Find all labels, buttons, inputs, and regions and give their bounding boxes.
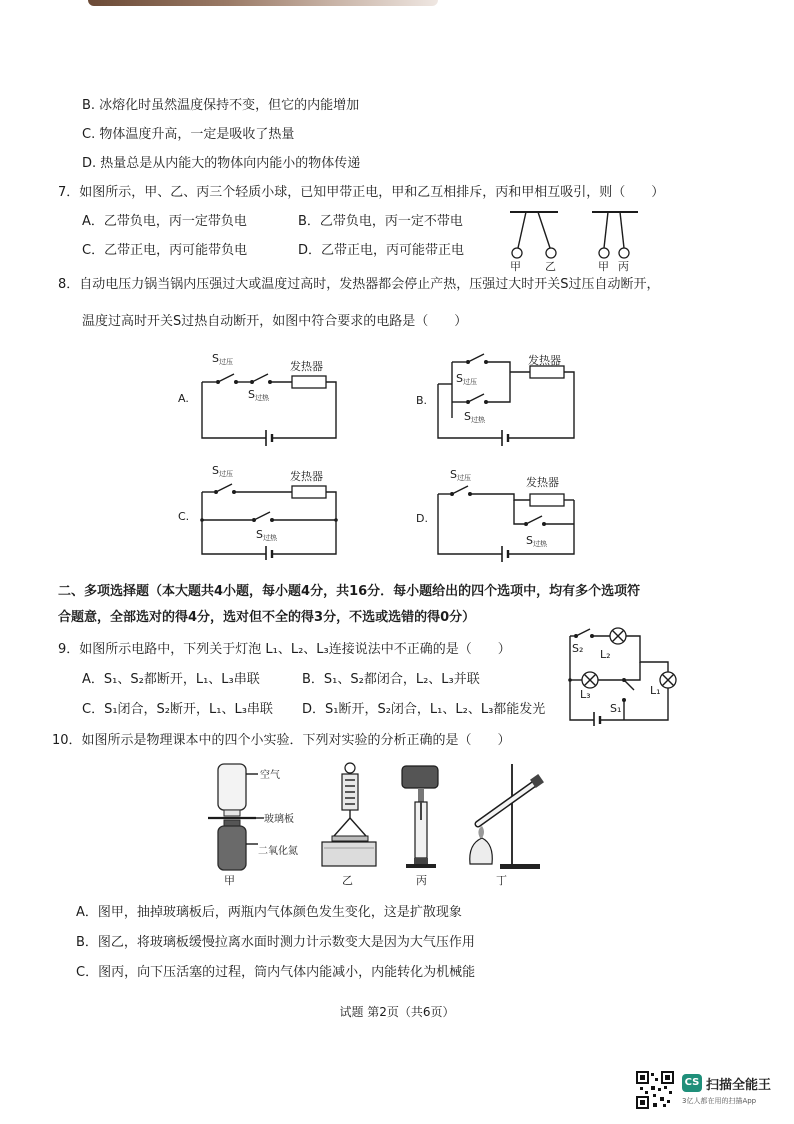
q9-label-s1: S₁: [610, 702, 622, 715]
q7-balls-diagram: [500, 204, 650, 272]
svg-text:S过压: S过压: [212, 352, 233, 366]
q10-figure-yi: [316, 760, 380, 886]
svg-text:S过热: S过热: [464, 410, 485, 424]
q9-circuit-diagram: [560, 626, 688, 726]
q8-stem-line1: 8．自动电压力锅当锅内压强过大或温度过高时，发热器都会停止产热，压强过大时开关S过压自动断开，: [58, 277, 660, 292]
circuit-d-label: D.: [416, 512, 428, 525]
q9-label-s2: S₂: [572, 642, 584, 655]
svg-text:S过热: S过热: [256, 528, 277, 542]
q10-stem: 10．如图所示是物理课本中的四个小实验．下列对实验的分析正确的是（ ）: [52, 733, 511, 748]
section-2-heading-line2: 合题意，全部选对的得4分，选对但不全的得3分，不选或选错的得0分）: [58, 610, 476, 625]
q10-figure-jia: [200, 760, 310, 886]
camscanner-slogan: 3亿人都在用的扫描App: [682, 1097, 757, 1105]
caption-yi: 乙: [342, 874, 353, 886]
label-air: 空气: [260, 770, 280, 781]
q6-option-c: C. 物体温度升高，一定是吸收了热量: [82, 127, 295, 142]
q7-stem: 7．如图所示，甲、乙、丙三个轻质小球，已知甲带正电，甲和乙互相排斥，丙和甲相互吸引，则（ ）: [58, 185, 665, 200]
qr-code-icon: [636, 1071, 674, 1109]
svg-text:S过热: S过热: [526, 534, 547, 548]
svg-text:S过压: S过压: [450, 468, 471, 482]
q8-circuit-a: [176, 350, 356, 446]
q9-option-c: C．S₁闭合，S₂断开，L₁、L₃串联: [82, 702, 273, 717]
q9-label-l3: L₃: [580, 688, 591, 701]
q7-option-d: D．乙带正电，丙可能带正电: [298, 243, 465, 258]
circuit-c-label: C.: [178, 510, 190, 523]
q8-circuit-d: [414, 466, 594, 562]
svg-text:S过压: S过压: [212, 464, 233, 478]
caption-ding: 丁: [496, 874, 507, 886]
camscanner-brand: 扫描全能王: [706, 1078, 772, 1093]
svg-text:S过压: S过压: [456, 372, 477, 386]
q10-option-a: A．图甲，抽掉玻璃板后，两瓶内气体颜色发生变化，这是扩散现象: [76, 905, 462, 920]
q7-option-a: A．乙带负电，丙一定带负电: [82, 214, 247, 229]
q10-figure-ding: [460, 760, 552, 886]
circuit-a-label: A.: [178, 392, 189, 405]
q7-option-c: C．乙带正电，丙可能带负电: [82, 243, 248, 258]
q7-label-jia: 甲: [510, 260, 521, 272]
circuit-d-heater-label: 发热器: [526, 476, 559, 489]
q8-stem-line2: 温度过高时开关S过热自动断开，如图中符合要求的电路是（ ）: [82, 314, 468, 329]
page-top-edge: [88, 0, 438, 6]
q9-label-l2: L₂: [600, 648, 611, 661]
q9-option-a: A．S₁、S₂都断开，L₁、L₃串联: [82, 672, 260, 687]
camscanner-logo-icon: CS: [682, 1074, 702, 1092]
circuit-a-heater-label: 发热器: [290, 360, 323, 373]
label-glass-plate: 玻璃板: [264, 814, 294, 825]
q7-label-bing: 丙: [618, 260, 629, 272]
circuit-b-label: B.: [416, 394, 428, 407]
q7-label-yi: 乙: [545, 260, 556, 272]
q6-option-b: B. 冰熔化时虽然温度保持不变，但它的内能增加: [82, 98, 360, 113]
section-2-heading-line1: 二、多项选择题（本大题共4小题，每小题4分，共16分．每小题给出的四个选项中，均有多个选项符: [58, 584, 641, 599]
q7-option-b: B．乙带负电，丙一定不带电: [298, 214, 463, 229]
q9-stem: 9．如图所示电路中，下列关于灯泡 L₁、L₂、L₃连接说法中不正确的是（ ）: [58, 642, 511, 657]
caption-bing: 丙: [416, 874, 427, 886]
q7-label-jia-2: 甲: [598, 260, 609, 272]
q9-label-l1: L₁: [650, 684, 661, 697]
q10-figure-bing: [394, 760, 452, 886]
q8-circuit-c: [176, 464, 356, 560]
q10-option-c: C．图丙，向下压活塞的过程，筒内气体内能减小，内能转化为机械能: [76, 965, 476, 980]
circuit-c-heater-label: 发热器: [290, 470, 323, 483]
caption-jia: 甲: [224, 874, 235, 886]
svg-text:S过热: S过热: [248, 388, 269, 402]
q8-circuit-b: [414, 352, 594, 448]
q9-option-d: D．S₁断开，S₂闭合，L₁、L₂、L₃都能发光: [302, 702, 546, 717]
circuit-b-heater-label: 发热器: [528, 354, 561, 367]
label-no2: 二氧化氮: [258, 846, 298, 857]
page-footer: 试题 第2页（共6页）: [339, 1005, 455, 1019]
q6-option-d: D. 热量总是从内能大的物体向内能小的物体传递: [82, 156, 361, 171]
q9-option-b: B．S₁、S₂都闭合，L₂、L₃并联: [302, 672, 480, 687]
q10-option-b: B．图乙，将玻璃板缓慢拉离水面时测力计示数变大是因为大气压作用: [76, 935, 475, 950]
